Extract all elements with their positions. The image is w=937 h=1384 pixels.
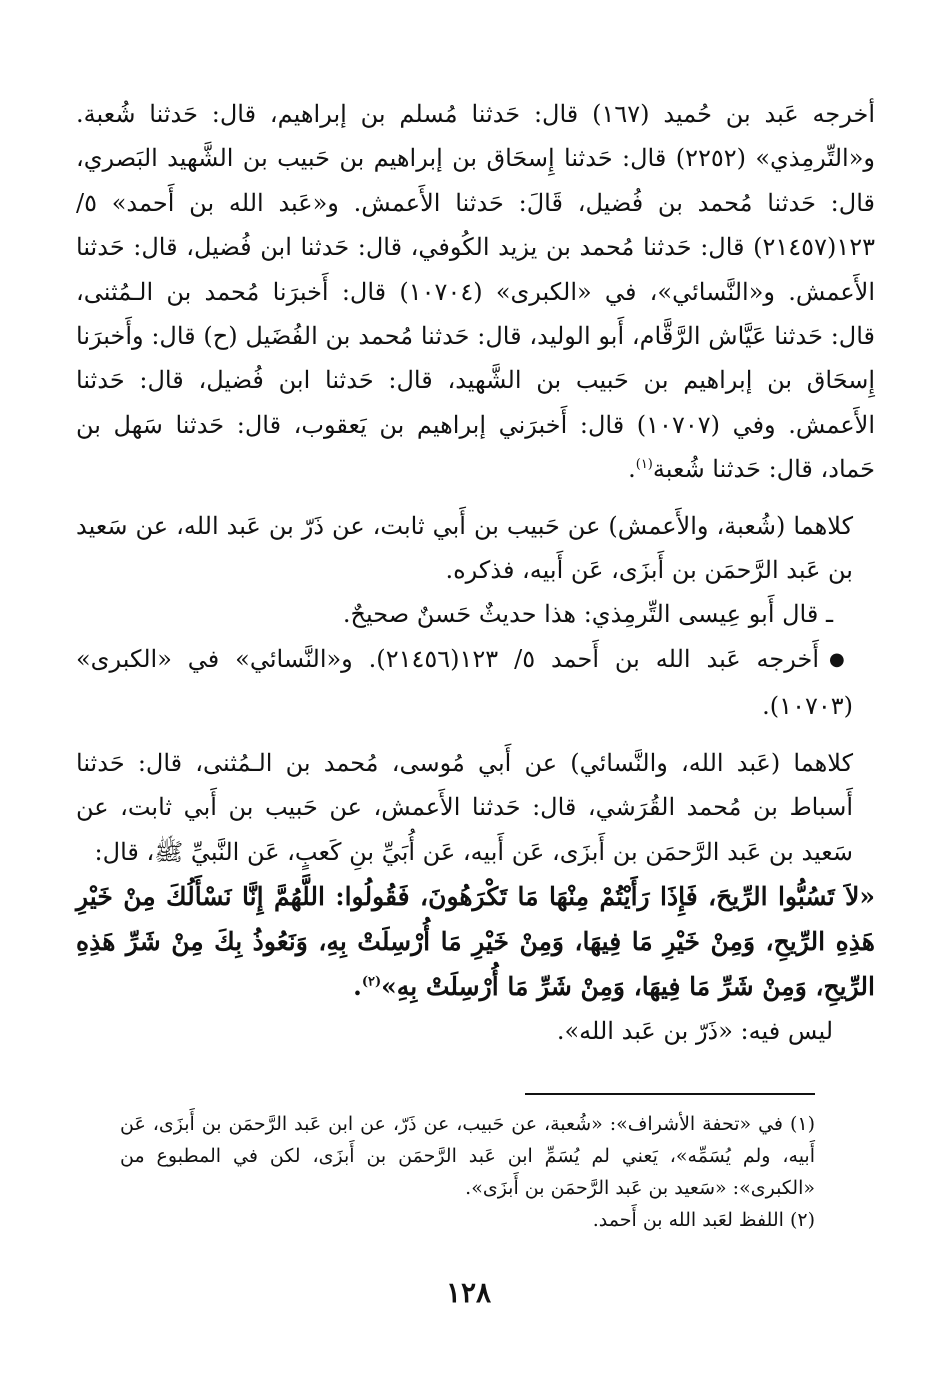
hadith-text bbox=[76, 874, 875, 1009]
page-number: ١٢٨ bbox=[445, 1276, 492, 1309]
isnad-paragraph-1: كلاهما (شُعبة، والأَعمش) عن حَبيب بن أَبي ثابت، عن ذَرّ بن عَبد الله، عن سَعيد بن عَبد الرَّحمَن بن أَبزَى، عَن أَبيه، فذكره. bbox=[76, 511, 853, 585]
footnote-ref-2: (٢) bbox=[361, 974, 382, 990]
takhrij-text-1: أخرجه عَبد بن حُميد (١٦٧) قال: حَدثنا مُسلم بن إبراهيم، قال: حَدثنا شُعبة. و«التِّرمِذي» (٢٢٥٢) قال: حَدثنا إِسحَاق بن إبراهيم بن حَبيب بن الشَّهيد البَصري، قال: حَدثنا مُحمد بن فُضيل، قَالَ: حَدثنا الأَعمش. و«عَبد الله بن أَحمد» ٥/ ١٢٣(٢١٤٥٧) قال: حَدثنا مُحمد بن يزيد الكُوفي، قال: حَدثنا ابن فُضيل، قال: حَدثنا الأَعمش. و«النَّسائي»، في «الكبرى» (١٠٧٠٤) قال: أَخبرَنا مُحمد بن الـمُثنى، قال: حَدثنا عَيَّاش الرَّقَّام، أَبو الوليد، قال: حَدثنا مُحمد بن الفُضَيل (ح) قال: وأَخبرَنا إِسحَاق بن إبراهيم بن حَبيب بن الشَّهيد، قال: حَدثنا ابن فُضيل، قال: حَدثنا الأَعمش. وفي (١٠٧٠٧) قال: أَخبرَني إبراهيم بن يَعقوب، قال: حَدثنا سَهل بن حَماد، قال: حَدثنا شُعبة bbox=[76, 100, 876, 484]
sentence-end-2: . bbox=[353, 971, 362, 1001]
note-paragraph: ليس فيه: «ذَرّ بن عَبد الله». bbox=[556, 1016, 833, 1045]
isnad-paragraph-2: كلاهما (عَبد الله، والنَّسائي) عن أَبي مُوسى، مُحمد بن الـمُثنى، قال: حَدثنا أَسباط بن مُحمد القُرَشي، قال: حَدثنا الأَعمش، عن حَبيب بن أَبي ثابت، عن سَعيد بن عَبد الرَّحمَن بن أَبزَى، عَن أَبيه، عَن أُبَيِّ بنِ كَعبٍ، عَن النَّبيِّ ﷺ، قال: bbox=[76, 748, 853, 866]
takhrij-paragraph-1 bbox=[76, 92, 875, 492]
hadith-matn: «لاَ تَسُبُّوا الرِّيحَ، فَإِذَا رَأَيْتُمْ مِنْهَا مَا تَكْرَهُونَ، فَقُولُوا: اللَّهُمَّ إِنَّا نَسْأَلُكَ مِنْ خَيْرِ هَذِهِ الرِّيحِ، وَمِنْ خَيْرِ مَا فِيهَا، وَمِنْ خَيْرِ مَا أُرْسِلَتْ بِهِ، وَنَعُوذُ بِكَ مِنْ شَرِّ هَذِهِ الرِّيحِ، وَمِنْ شَرِّ مَا فِيهَا، وَمِنْ شَرِّ مَا أُرْسِلَتْ بِهِ» bbox=[76, 881, 875, 1001]
footnotes bbox=[120, 1108, 815, 1236]
sentence-end-1: . bbox=[628, 455, 636, 484]
footnote-2: (٢) اللفظ لعَبد الله بن أَحمد. bbox=[592, 1209, 815, 1231]
takhrij-paragraph-2: ● أَخرجه عَبد الله بن أَحمد ٥/ ١٢٣(٢١٤٥٦). و«النَّسائي» في «الكبرى» (١٠٧٠٣). bbox=[76, 637, 875, 729]
footnote-1: (١) في «تحفة الأشراف»: «شُعبة، عن حَبيب، عن ذَرّ، عن ابن عَبد الرَّحمَن بن أَبزَى، عَن أَبيه، ولم يُسَمِّه»، يَعني لم يُسَمِّ ابن عَبد الرَّحمَن بن أَبزَى، لكن في المطبوع من «الكبرى»: «سَعيد بن عَبد الرَّحمَن بن أَبزَى». bbox=[120, 1113, 815, 1199]
footnote-ref-1: (١) bbox=[635, 457, 653, 473]
tirmidhi-grading: ـ قال أَبو عِيسى التِّرمِذي: هذا حديثٌ حَسنٌ صحيحٌ. bbox=[342, 600, 833, 629]
footnote-divider bbox=[525, 1093, 815, 1095]
